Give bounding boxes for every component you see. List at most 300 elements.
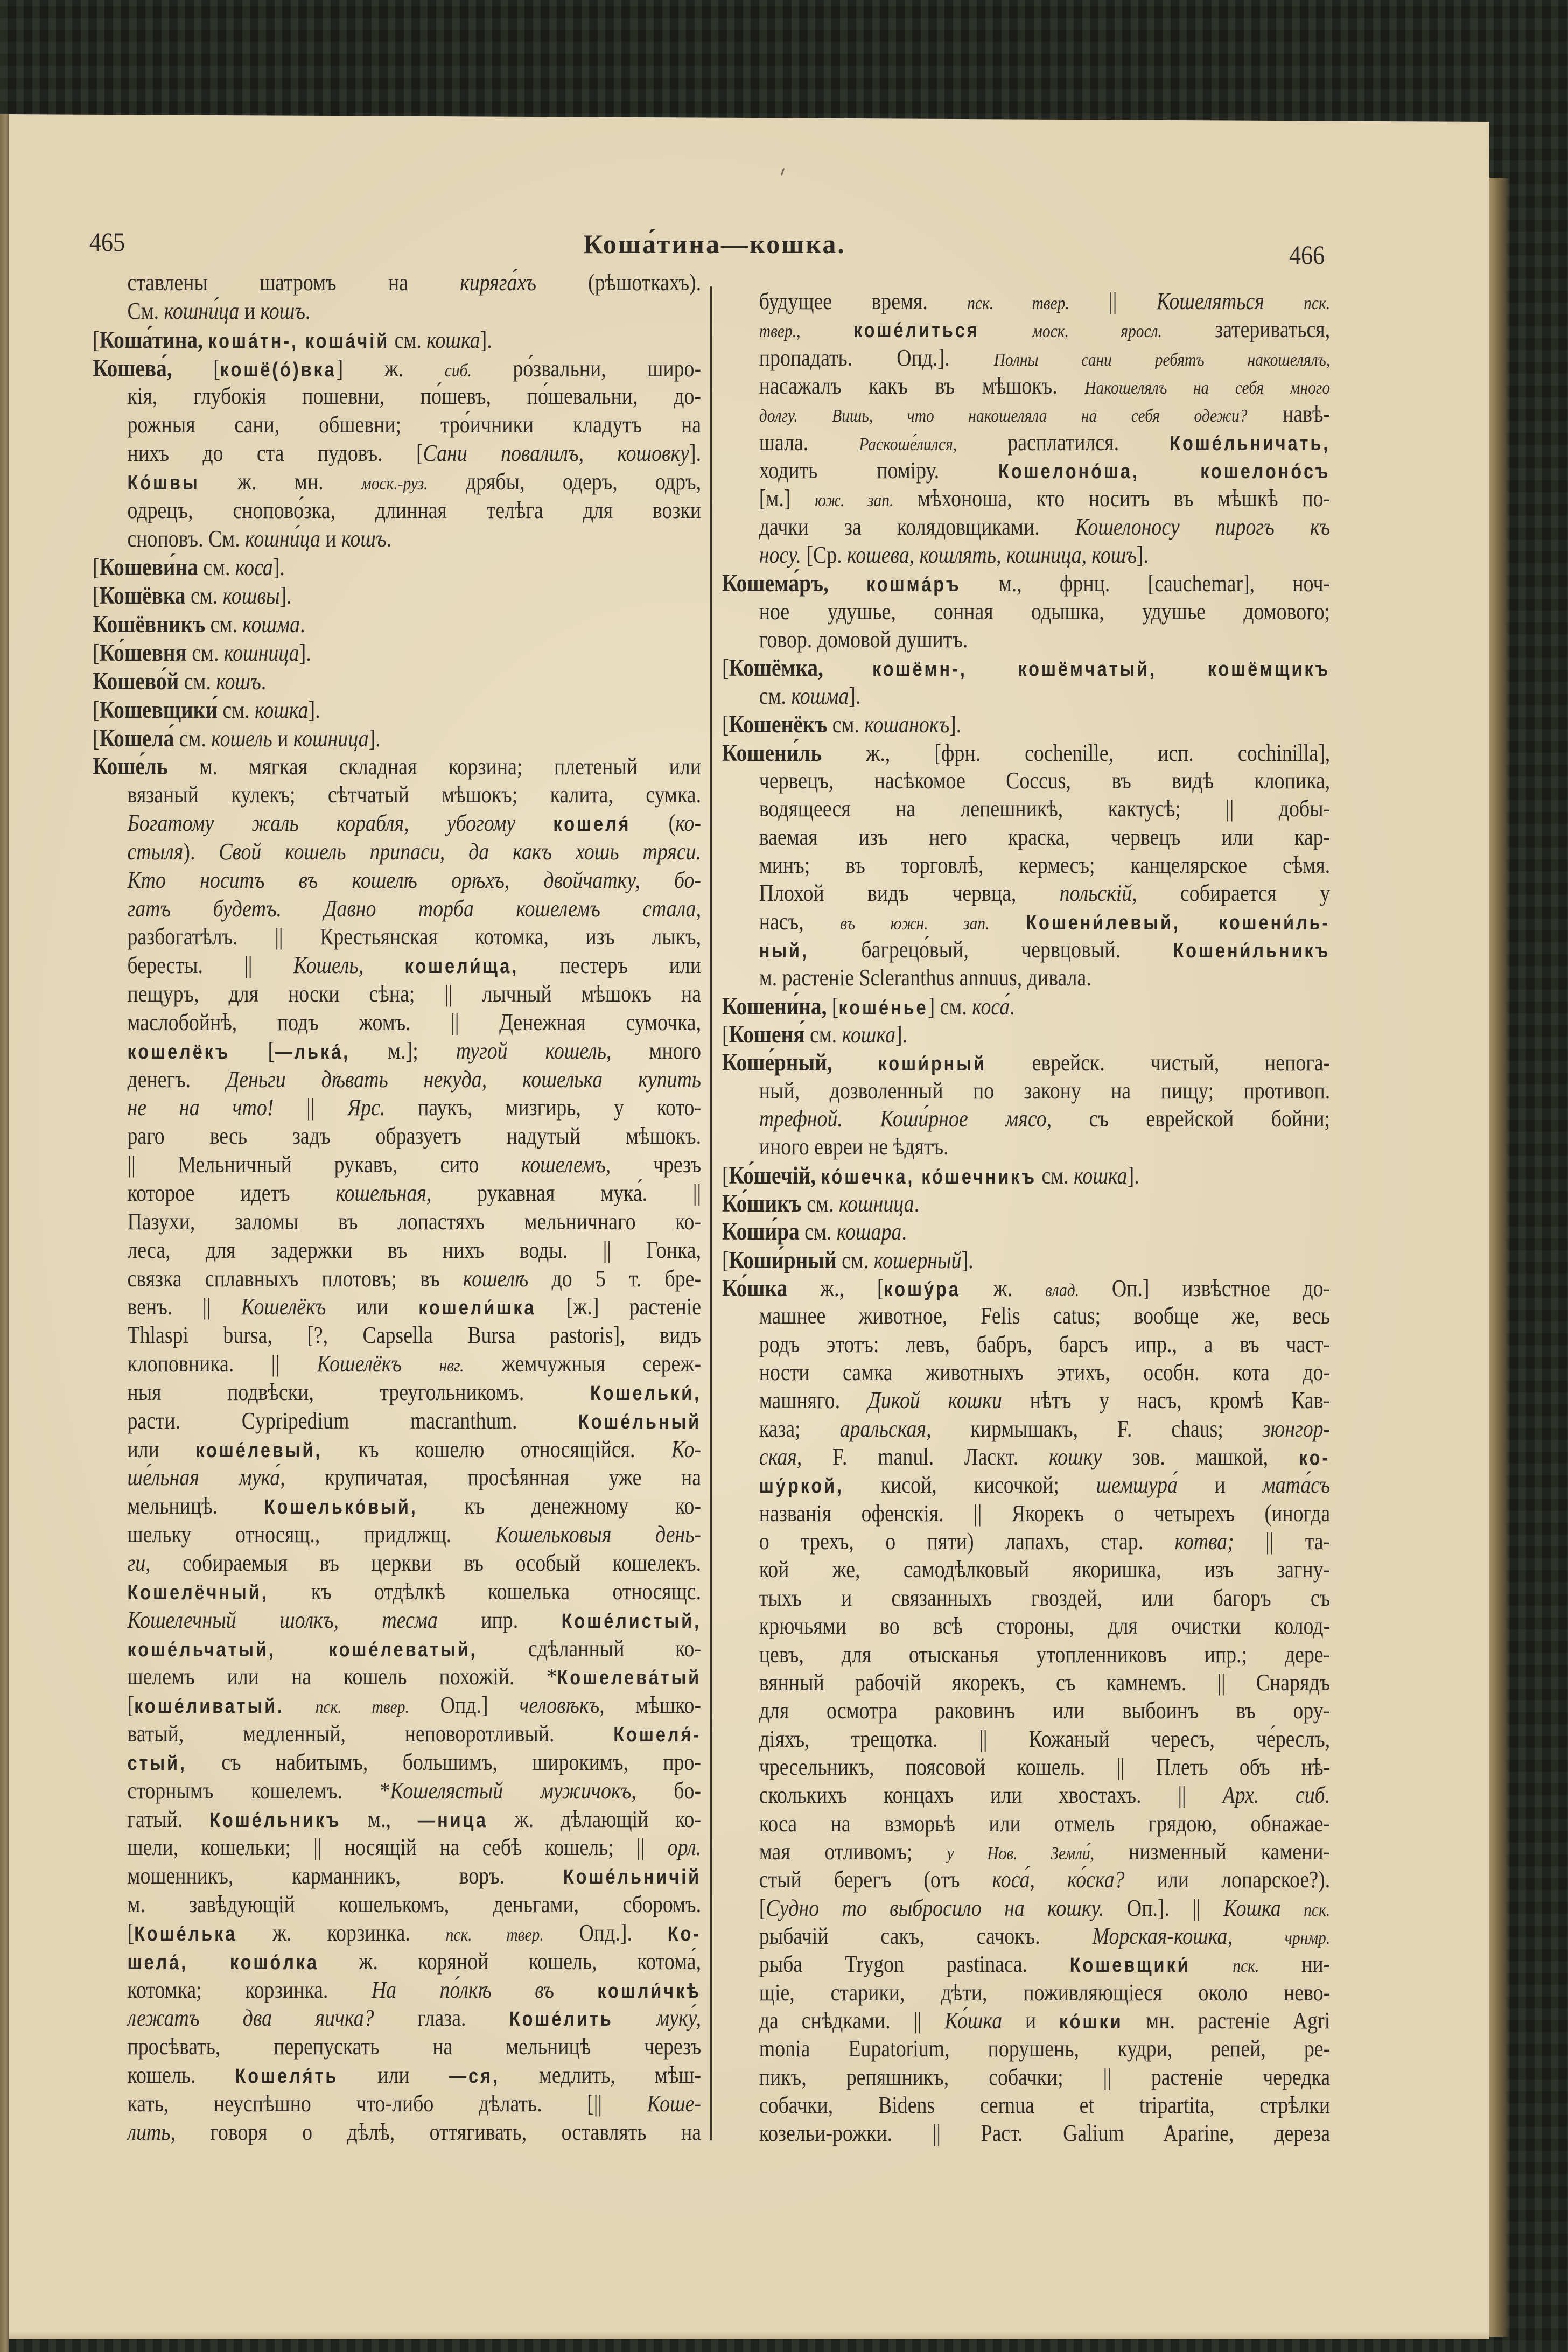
text-run: ж. дѣлающій ко- bbox=[487, 1805, 702, 1832]
text-run: [Ср. bbox=[801, 542, 848, 569]
text-run: ]. bbox=[895, 1021, 908, 1048]
text-run: см. bbox=[1037, 1162, 1074, 1189]
derived-headword: Коше́льничій bbox=[563, 1866, 702, 1889]
dictionary-line bbox=[722, 1838, 1330, 1866]
text-run bbox=[979, 316, 1032, 342]
dictionary-line bbox=[93, 809, 701, 838]
abbreviation: чрнмр. bbox=[1284, 1927, 1331, 1948]
text-run: иного евреи не ѣдятъ. bbox=[759, 1133, 949, 1160]
dictionary-line bbox=[722, 1105, 1330, 1133]
italic-text: кошева, кошлять, кошница, кошъ bbox=[847, 542, 1137, 569]
text-run: ] ж. bbox=[336, 355, 445, 382]
text-run bbox=[832, 1049, 878, 1076]
dictionary-line bbox=[722, 879, 1330, 907]
derived-headword: ный, bbox=[759, 939, 809, 962]
text-run: Плохой видъ червца, bbox=[759, 880, 1060, 907]
dictionary-line bbox=[93, 1578, 701, 1606]
headword: Кошева́, bbox=[93, 354, 172, 382]
italic-text: Дикой кошки bbox=[867, 1387, 1002, 1414]
text-run: [ bbox=[722, 1162, 729, 1189]
dictionary-line bbox=[93, 1122, 701, 1151]
italic-text: Кошелёкъ bbox=[317, 1350, 402, 1377]
derived-headword: коше́ливатый. bbox=[134, 1695, 284, 1718]
dictionary-line bbox=[93, 1549, 701, 1578]
text-run: и bbox=[1002, 2007, 1059, 2034]
dictionary-line bbox=[722, 1077, 1330, 1105]
headword: Коша́тина, bbox=[99, 325, 203, 353]
derived-headword: ко́шечка, ко́шечникъ bbox=[821, 1165, 1037, 1188]
dictionary-line bbox=[722, 710, 1330, 738]
dictionary-line bbox=[93, 1948, 701, 1976]
text-run: || та- bbox=[1234, 1528, 1331, 1555]
derived-headword: шела́, кошо́лка bbox=[127, 1951, 319, 1974]
italic-text: На по́лкѣ въ bbox=[371, 1976, 554, 2003]
dictionary-line bbox=[722, 823, 1330, 851]
text-run: связка сплавныхъ плотовъ; въ bbox=[127, 1265, 463, 1292]
text-run: крупичатая, просѣянная уже на bbox=[285, 1464, 702, 1491]
abbreviation: сиб. bbox=[444, 360, 472, 381]
text-run: шели, кошельки; || носящій на себѣ кошель; || bbox=[127, 1834, 668, 1861]
italic-text: кошку bbox=[1048, 1444, 1102, 1471]
text-run: мн. растеніе Agri bbox=[1123, 2007, 1331, 2034]
derived-headword: кошёмн-, кошёмчатый, кошёмщикъ bbox=[872, 658, 1331, 681]
text-run: ]. bbox=[272, 554, 285, 581]
dictionary-line bbox=[722, 767, 1330, 795]
text-run: . bbox=[386, 525, 391, 552]
abbreviation: нвг. bbox=[439, 1355, 464, 1376]
text-run: шелемъ или на кошель похожій. * bbox=[127, 1663, 557, 1690]
italic-text: польскій, bbox=[1059, 880, 1137, 907]
dictionary-line bbox=[93, 582, 701, 610]
derived-headword: ко- bbox=[1298, 1447, 1331, 1470]
text-run: говоря о дѣлѣ, оттягивать, оставлять на bbox=[175, 2118, 702, 2145]
italic-text: Сани повалилъ, кошовку bbox=[423, 440, 689, 467]
text-run: маслобойнѣ, подъ жомъ. || Денежная сумочка, bbox=[127, 1009, 702, 1035]
text-run: [м.] bbox=[759, 485, 815, 512]
dictionary-line bbox=[93, 1464, 701, 1492]
text-run: къ кошелю относящійся. bbox=[322, 1436, 671, 1462]
derived-headword: Кошелева́тый bbox=[557, 1667, 702, 1690]
text-run bbox=[284, 1692, 316, 1718]
italic-text: не на что! bbox=[127, 1094, 274, 1121]
dictionary-line bbox=[722, 1500, 1330, 1528]
headword: Коши́ра bbox=[722, 1217, 800, 1245]
text-run: ныя подвѣски, треугольникомъ. bbox=[127, 1378, 590, 1405]
text-run bbox=[402, 1350, 439, 1377]
text-run: ] см. bbox=[928, 993, 972, 1020]
dictionary-line bbox=[722, 964, 1330, 992]
text-run: кисой, кисочкой; bbox=[843, 1472, 1096, 1499]
text-run: мая отливомъ; bbox=[759, 1838, 947, 1865]
headword: Кошеня́ bbox=[729, 1020, 805, 1048]
italic-text: Кошелёкъ bbox=[241, 1293, 326, 1320]
abbreviation: пск. твер. bbox=[967, 293, 1069, 313]
italic-text: Ко- bbox=[671, 1436, 702, 1462]
text-run: ( bbox=[631, 810, 676, 837]
text-run: котомка; корзинка. bbox=[127, 1976, 372, 2003]
dictionary-line bbox=[722, 1979, 1330, 2007]
text-run bbox=[203, 327, 208, 353]
text-run: мѣхоноша, кто носитъ въ мѣшкѣ по- bbox=[893, 485, 1331, 512]
dictionary-line bbox=[722, 1641, 1330, 1669]
text-run: и bbox=[1177, 1472, 1263, 1499]
text-run: да снѣдками. || bbox=[759, 2007, 945, 2034]
italic-text: ко- bbox=[675, 810, 702, 837]
headword: Кошема́ръ, bbox=[722, 569, 829, 597]
derived-headword: Кошелёчный, bbox=[127, 1581, 269, 1604]
abbreviation: моск.-руз. bbox=[361, 473, 428, 494]
italic-text: ги, bbox=[127, 1549, 151, 1576]
italic-text: муку́, bbox=[656, 2005, 702, 2032]
text-run: [ bbox=[93, 583, 100, 610]
text-run: ходить поміру. bbox=[759, 457, 999, 484]
page-number-left: 465 bbox=[89, 227, 125, 257]
dictionary-line bbox=[722, 1415, 1330, 1443]
text-run: мошенникъ, карманникъ, воръ. bbox=[127, 1863, 563, 1889]
derived-headword: стый, bbox=[127, 1752, 187, 1775]
derived-headword: Кошельки́, bbox=[590, 1382, 702, 1405]
dictionary-line bbox=[93, 1321, 701, 1350]
dictionary-line bbox=[722, 1331, 1330, 1359]
dictionary-line bbox=[93, 951, 701, 980]
derived-headword: Кошени́левый, кошени́ль- bbox=[1026, 911, 1331, 934]
text-run: || bbox=[274, 1094, 348, 1121]
italic-text: кошель bbox=[211, 725, 272, 752]
text-run: Оп.] извѣстное до- bbox=[1079, 1275, 1331, 1302]
dictionary-line bbox=[93, 781, 701, 809]
derived-headword: коши́рный bbox=[878, 1053, 986, 1076]
text-run: тыхъ и связанныхъ гвоздей, или багоръ съ bbox=[759, 1584, 1331, 1611]
abbreviation: моск. яросл. bbox=[1032, 321, 1162, 342]
dictionary-line bbox=[93, 866, 701, 895]
text-run: см. bbox=[198, 554, 235, 581]
text-run: ]. bbox=[1127, 1162, 1139, 1189]
text-run: нихъ до ста пудовъ. [ bbox=[127, 440, 423, 467]
text-run: см. bbox=[205, 611, 243, 638]
dictionary-line bbox=[93, 1037, 701, 1066]
dictionary-line bbox=[722, 1753, 1330, 1781]
dictionary-line bbox=[93, 1407, 701, 1436]
text-run: пестеръ или bbox=[519, 952, 702, 979]
text-run: кія, глубокія пошевни, по́шевъ, по́шевальни, до- bbox=[127, 383, 702, 410]
dictionary-line bbox=[722, 1161, 1330, 1189]
italic-text: Деньги дѣвать некуда, кошелька купить bbox=[226, 1066, 702, 1093]
derived-headword: кошели́шка bbox=[418, 1297, 536, 1320]
derived-headword: Кошелоно́ша, кошелоно́съ bbox=[998, 460, 1331, 484]
text-run: кой же, самодѣлковый якоришка, изъ загну- bbox=[759, 1556, 1331, 1583]
text-run: вязаный кулекъ; сѣтчатый мѣшокъ; калита, сумка. bbox=[127, 781, 702, 808]
italic-text: кошъ bbox=[260, 297, 305, 324]
dictionary-line bbox=[722, 1443, 1330, 1471]
italic-text: Морская-кошка, bbox=[1092, 1922, 1233, 1949]
dictionary-line bbox=[722, 2007, 1330, 2035]
derived-headword: кошё(о́)вка bbox=[220, 358, 337, 381]
text-run: м. мягкая складная корзина; плетеный или bbox=[167, 753, 702, 780]
text-run: см. bbox=[836, 1247, 874, 1273]
dictionary-line bbox=[93, 1350, 701, 1378]
dictionary-line bbox=[93, 1862, 701, 1891]
text-run: . bbox=[901, 1219, 907, 1245]
dictionary-line bbox=[722, 1725, 1330, 1753]
dictionary-line bbox=[722, 682, 1330, 710]
dictionary-line bbox=[93, 2033, 701, 2061]
text-run: еврейск. чистый, непога- bbox=[986, 1049, 1331, 1076]
text-run: къ отдѣлкѣ кошелька относящс. bbox=[268, 1578, 702, 1605]
text-run: ный, дозволенный по закону на пищу; противоп. bbox=[759, 1077, 1331, 1104]
italic-text: ская, bbox=[759, 1444, 802, 1471]
derived-headword: кошма́ръ bbox=[866, 573, 961, 597]
text-run: насажалъ какъ въ мѣшокъ. bbox=[759, 373, 1085, 400]
text-run: названія офенскія. || Якорекъ о четырехъ (иногда bbox=[759, 1500, 1331, 1527]
dictionary-line bbox=[93, 1094, 701, 1122]
italic-text: Коше- bbox=[647, 2090, 702, 2117]
text-run: ро́звальни, широ- bbox=[471, 355, 702, 382]
text-run: говор. домовой душитъ. bbox=[759, 626, 968, 653]
dictionary-line bbox=[93, 1492, 701, 1521]
text-run: сторнымъ кошелемъ. * bbox=[127, 1777, 390, 1804]
derived-headword: Коше́льничать, bbox=[1170, 432, 1331, 455]
derived-headword: кошели́ща, bbox=[404, 955, 519, 978]
text-run: чрезъ bbox=[611, 1151, 702, 1178]
book-gutter-edge bbox=[0, 114, 9, 2352]
headword: Кошёмка, bbox=[729, 654, 823, 682]
text-run: раго весь задъ образуетъ надутый мѣшокъ. bbox=[127, 1123, 702, 1150]
dictionary-line bbox=[722, 2119, 1330, 2147]
text-run: [ж.] растеніе bbox=[536, 1293, 702, 1320]
text-run: коса на взморьѣ или отмель грядою, обнажае- bbox=[759, 1810, 1331, 1837]
derived-headword: коше́льчатый, коше́леватый, bbox=[127, 1638, 478, 1661]
text-run: ]. bbox=[279, 583, 292, 610]
text-run: [ bbox=[722, 655, 729, 682]
text-run: ). bbox=[183, 838, 219, 865]
dictionary-line bbox=[722, 372, 1330, 400]
dictionary-line bbox=[93, 2118, 701, 2147]
headword: Кошени́ль bbox=[722, 738, 822, 766]
italic-text: кошница bbox=[293, 725, 369, 752]
dictionary-line bbox=[722, 1556, 1330, 1584]
dictionary-line bbox=[722, 2035, 1330, 2063]
text-run: минъ; въ торговлѣ, кермесъ; канцелярское сѣмя. bbox=[759, 851, 1331, 878]
text-run: пикъ, репяшникъ, собачки; || растеніе чередка bbox=[759, 2063, 1331, 2090]
derived-headword: коше́левый, bbox=[195, 1439, 323, 1462]
text-run: и bbox=[239, 297, 261, 324]
derived-headword: Коше́лька bbox=[134, 1922, 237, 1945]
column-right bbox=[722, 288, 1330, 2148]
text-run: см. bbox=[179, 668, 216, 695]
text-run: расти. Cypripedium macranthum. bbox=[127, 1407, 578, 1434]
text-run: [ bbox=[759, 1894, 766, 1921]
dictionary-line bbox=[93, 1919, 701, 1948]
text-run: ности самка животныхъ этихъ, особн. кота до- bbox=[759, 1359, 1331, 1386]
italic-text: лежатъ два яичка? bbox=[127, 2005, 374, 2032]
dictionary-line bbox=[722, 1246, 1330, 1274]
text-run: гатый. bbox=[127, 1805, 210, 1832]
abbreviation: Накошелялъ на себя много bbox=[1084, 377, 1331, 398]
dictionary-line bbox=[722, 288, 1330, 316]
text-run: которое идетъ bbox=[127, 1180, 336, 1206]
text-run: см. bbox=[185, 583, 223, 610]
abbreviation: Полны сани ребятъ накошелялъ, bbox=[993, 349, 1331, 370]
text-run: кирмышакъ, F. chaus; bbox=[931, 1415, 1263, 1442]
dictionary-line bbox=[722, 1781, 1330, 1809]
text-run: шельку относящ., придлжщ. bbox=[127, 1521, 495, 1548]
derived-headword: Коше́льный bbox=[578, 1410, 702, 1433]
text-run: м. растеніе Scleranthus annuus, дивала. bbox=[759, 964, 1091, 991]
text-run bbox=[829, 570, 866, 597]
text-run: ж. коряной кошель, котома́, bbox=[318, 1948, 702, 1975]
abbreviation: юж. зап. bbox=[815, 490, 894, 511]
dictionary-line bbox=[722, 400, 1330, 428]
dictionary-line bbox=[93, 326, 701, 354]
derived-headword: Коше́листый, bbox=[561, 1609, 702, 1633]
text-run bbox=[823, 655, 872, 681]
italic-text: орл. bbox=[667, 1834, 702, 1861]
text-run bbox=[990, 908, 1026, 935]
text-run: просѣвать, перепускать на мельницѣ черезъ bbox=[127, 2033, 702, 2060]
italic-text: кошница bbox=[838, 1191, 914, 1217]
text-run: или лопарское?). bbox=[1124, 1866, 1331, 1893]
text-run: [ bbox=[172, 355, 220, 382]
text-run: жемчужныя сереж- bbox=[464, 1350, 702, 1377]
derived-headword: кошеля́ bbox=[553, 813, 631, 836]
italic-text: Кошелястый мужичокъ, bbox=[390, 1777, 636, 1804]
text-run: . bbox=[305, 297, 311, 324]
text-run: рожныя сани, обшевни; тро́ичники кладутъ на bbox=[127, 411, 702, 438]
dictionary-line bbox=[93, 496, 701, 525]
italic-text: Кошеляться bbox=[1156, 288, 1264, 314]
dictionary-line bbox=[93, 667, 701, 696]
italic-text: Кошелоносу пирогъ къ bbox=[1075, 513, 1331, 540]
text-run: || bbox=[1069, 288, 1157, 314]
dictionary-line bbox=[722, 541, 1330, 569]
text-run bbox=[801, 316, 853, 342]
page-stack-edge bbox=[1488, 178, 1510, 2337]
text-run: ж., [ bbox=[787, 1275, 884, 1302]
headword: Ко́шикъ bbox=[722, 1189, 802, 1217]
italic-text: кошъ bbox=[341, 525, 387, 552]
dictionary-line bbox=[722, 1584, 1330, 1612]
dictionary-line bbox=[93, 1378, 701, 1407]
text-run: monia Eupatorium, порушень, кудри, репей, ре- bbox=[759, 2035, 1331, 2062]
derived-headword: кошу́ра bbox=[884, 1278, 961, 1301]
text-run: и bbox=[320, 525, 342, 552]
dictionary-line bbox=[93, 838, 701, 866]
italic-text: кошка bbox=[842, 1021, 896, 1048]
text-run: [ bbox=[127, 1692, 135, 1719]
derived-headword: кошли́чкѣ bbox=[597, 1979, 702, 2003]
italic-text: Кошельковыя день- bbox=[495, 1521, 702, 1548]
dictionary-line bbox=[722, 992, 1330, 1020]
italic-text: кошка bbox=[426, 326, 480, 353]
text-run: см. bbox=[174, 725, 212, 752]
headword: Коше́рный, bbox=[722, 1048, 832, 1076]
dictionary-line bbox=[93, 980, 701, 1009]
dictionary-line bbox=[722, 936, 1330, 964]
text-run: съ набитымъ, большимъ, широкимъ, про- bbox=[186, 1748, 702, 1775]
text-run: багрецо́вый, червцовый. bbox=[808, 936, 1173, 963]
derived-headword: коше́литься bbox=[853, 319, 979, 342]
dictionary-line bbox=[722, 739, 1330, 767]
dictionary-line bbox=[93, 2061, 701, 2090]
dictionary-line bbox=[722, 1387, 1330, 1415]
abbreviation: пск. bbox=[1304, 1899, 1331, 1920]
text-run: шала. bbox=[759, 429, 859, 456]
headword: Кошела́ bbox=[99, 724, 174, 752]
abbreviation: пск. твер. bbox=[315, 1697, 409, 1718]
text-run: съ еврейской бойни; bbox=[1052, 1105, 1331, 1132]
text-run: ж. bbox=[960, 1275, 1045, 1302]
text-run: діяхъ, трещотка. || Кожаный чересъ, че́реслъ, bbox=[759, 1725, 1331, 1752]
dictionary-line bbox=[722, 2063, 1330, 2091]
text-run: сколькихъ концахъ или хвостахъ. || bbox=[759, 1782, 1223, 1809]
dictionary-line bbox=[722, 1950, 1330, 1978]
dictionary-line bbox=[93, 297, 701, 326]
text-run: медлить, мѣш- bbox=[499, 2062, 702, 2089]
text-run: или bbox=[326, 1293, 419, 1320]
abbreviation: влад. bbox=[1045, 1280, 1080, 1301]
dictionary-line bbox=[93, 1691, 701, 1720]
text-run: ]. bbox=[949, 711, 962, 738]
running-head-title: Коша́тина—кошка. bbox=[583, 229, 846, 259]
text-run: къ денежному ко- bbox=[417, 1493, 702, 1520]
dictionary-line bbox=[722, 1669, 1330, 1697]
text-run: много bbox=[611, 1037, 702, 1064]
dictionary-line bbox=[722, 598, 1330, 626]
text-run: см. bbox=[827, 711, 865, 738]
abbreviation: твер., bbox=[759, 321, 801, 342]
text-run: ватый, медленный, неповоротливый. bbox=[127, 1720, 614, 1747]
text-run: ]. bbox=[480, 326, 492, 353]
text-run: Опд.]. bbox=[543, 1919, 668, 1946]
text-run: ваемая изъ него краска, червецъ или кар- bbox=[759, 823, 1331, 850]
italic-text: шемшура́ bbox=[1096, 1472, 1178, 1499]
dictionary-line bbox=[93, 610, 701, 639]
text-run: Пазухи, заломы въ лопастяхъ мельничнаго ко- bbox=[127, 1208, 702, 1235]
italic-text: котва; bbox=[1174, 1528, 1234, 1555]
text-run: чресельникъ, поясовой кошель. || Плеть объ нѣ- bbox=[759, 1753, 1331, 1780]
italic-text: Кошелечный шолкъ, тесма bbox=[127, 1606, 438, 1633]
text-run: см. bbox=[799, 1219, 837, 1245]
text-run: [ bbox=[722, 1247, 729, 1273]
text-run: [ bbox=[93, 696, 100, 723]
headword: Кошево́й bbox=[93, 667, 179, 695]
dictionary-line bbox=[93, 439, 701, 468]
text-run: Thlaspi bursa, [?, Capsella Bursa pastoris], видъ bbox=[127, 1322, 702, 1349]
derived-headword: Ко́швы bbox=[127, 471, 200, 494]
dictionary-line bbox=[722, 851, 1330, 879]
dictionary-line bbox=[93, 752, 701, 781]
text-run: зов. машкой, bbox=[1102, 1444, 1299, 1471]
text-run: см. bbox=[217, 696, 255, 723]
headword: Ко́шевня bbox=[99, 638, 187, 666]
italic-text: Ярс. bbox=[347, 1094, 386, 1121]
text-run: См. bbox=[127, 297, 164, 324]
text-run: навѣ- bbox=[1247, 401, 1331, 428]
italic-text: кошни́ца bbox=[164, 297, 240, 324]
headword: Кошёвка bbox=[99, 582, 186, 610]
dictionary-line bbox=[93, 1777, 701, 1805]
derived-headword: Кошелько́вый, bbox=[264, 1496, 418, 1519]
dictionary-line bbox=[93, 411, 701, 439]
text-run: . bbox=[261, 668, 267, 695]
headword: Ко́шка bbox=[722, 1274, 788, 1302]
text-run: [ bbox=[127, 1919, 135, 1946]
dictionary-line bbox=[722, 1528, 1330, 1556]
italic-text: тугой кошель, bbox=[456, 1037, 612, 1064]
headword: Кошёвникъ bbox=[93, 610, 206, 638]
text-run bbox=[816, 1163, 821, 1189]
dictionary-line bbox=[722, 344, 1330, 372]
